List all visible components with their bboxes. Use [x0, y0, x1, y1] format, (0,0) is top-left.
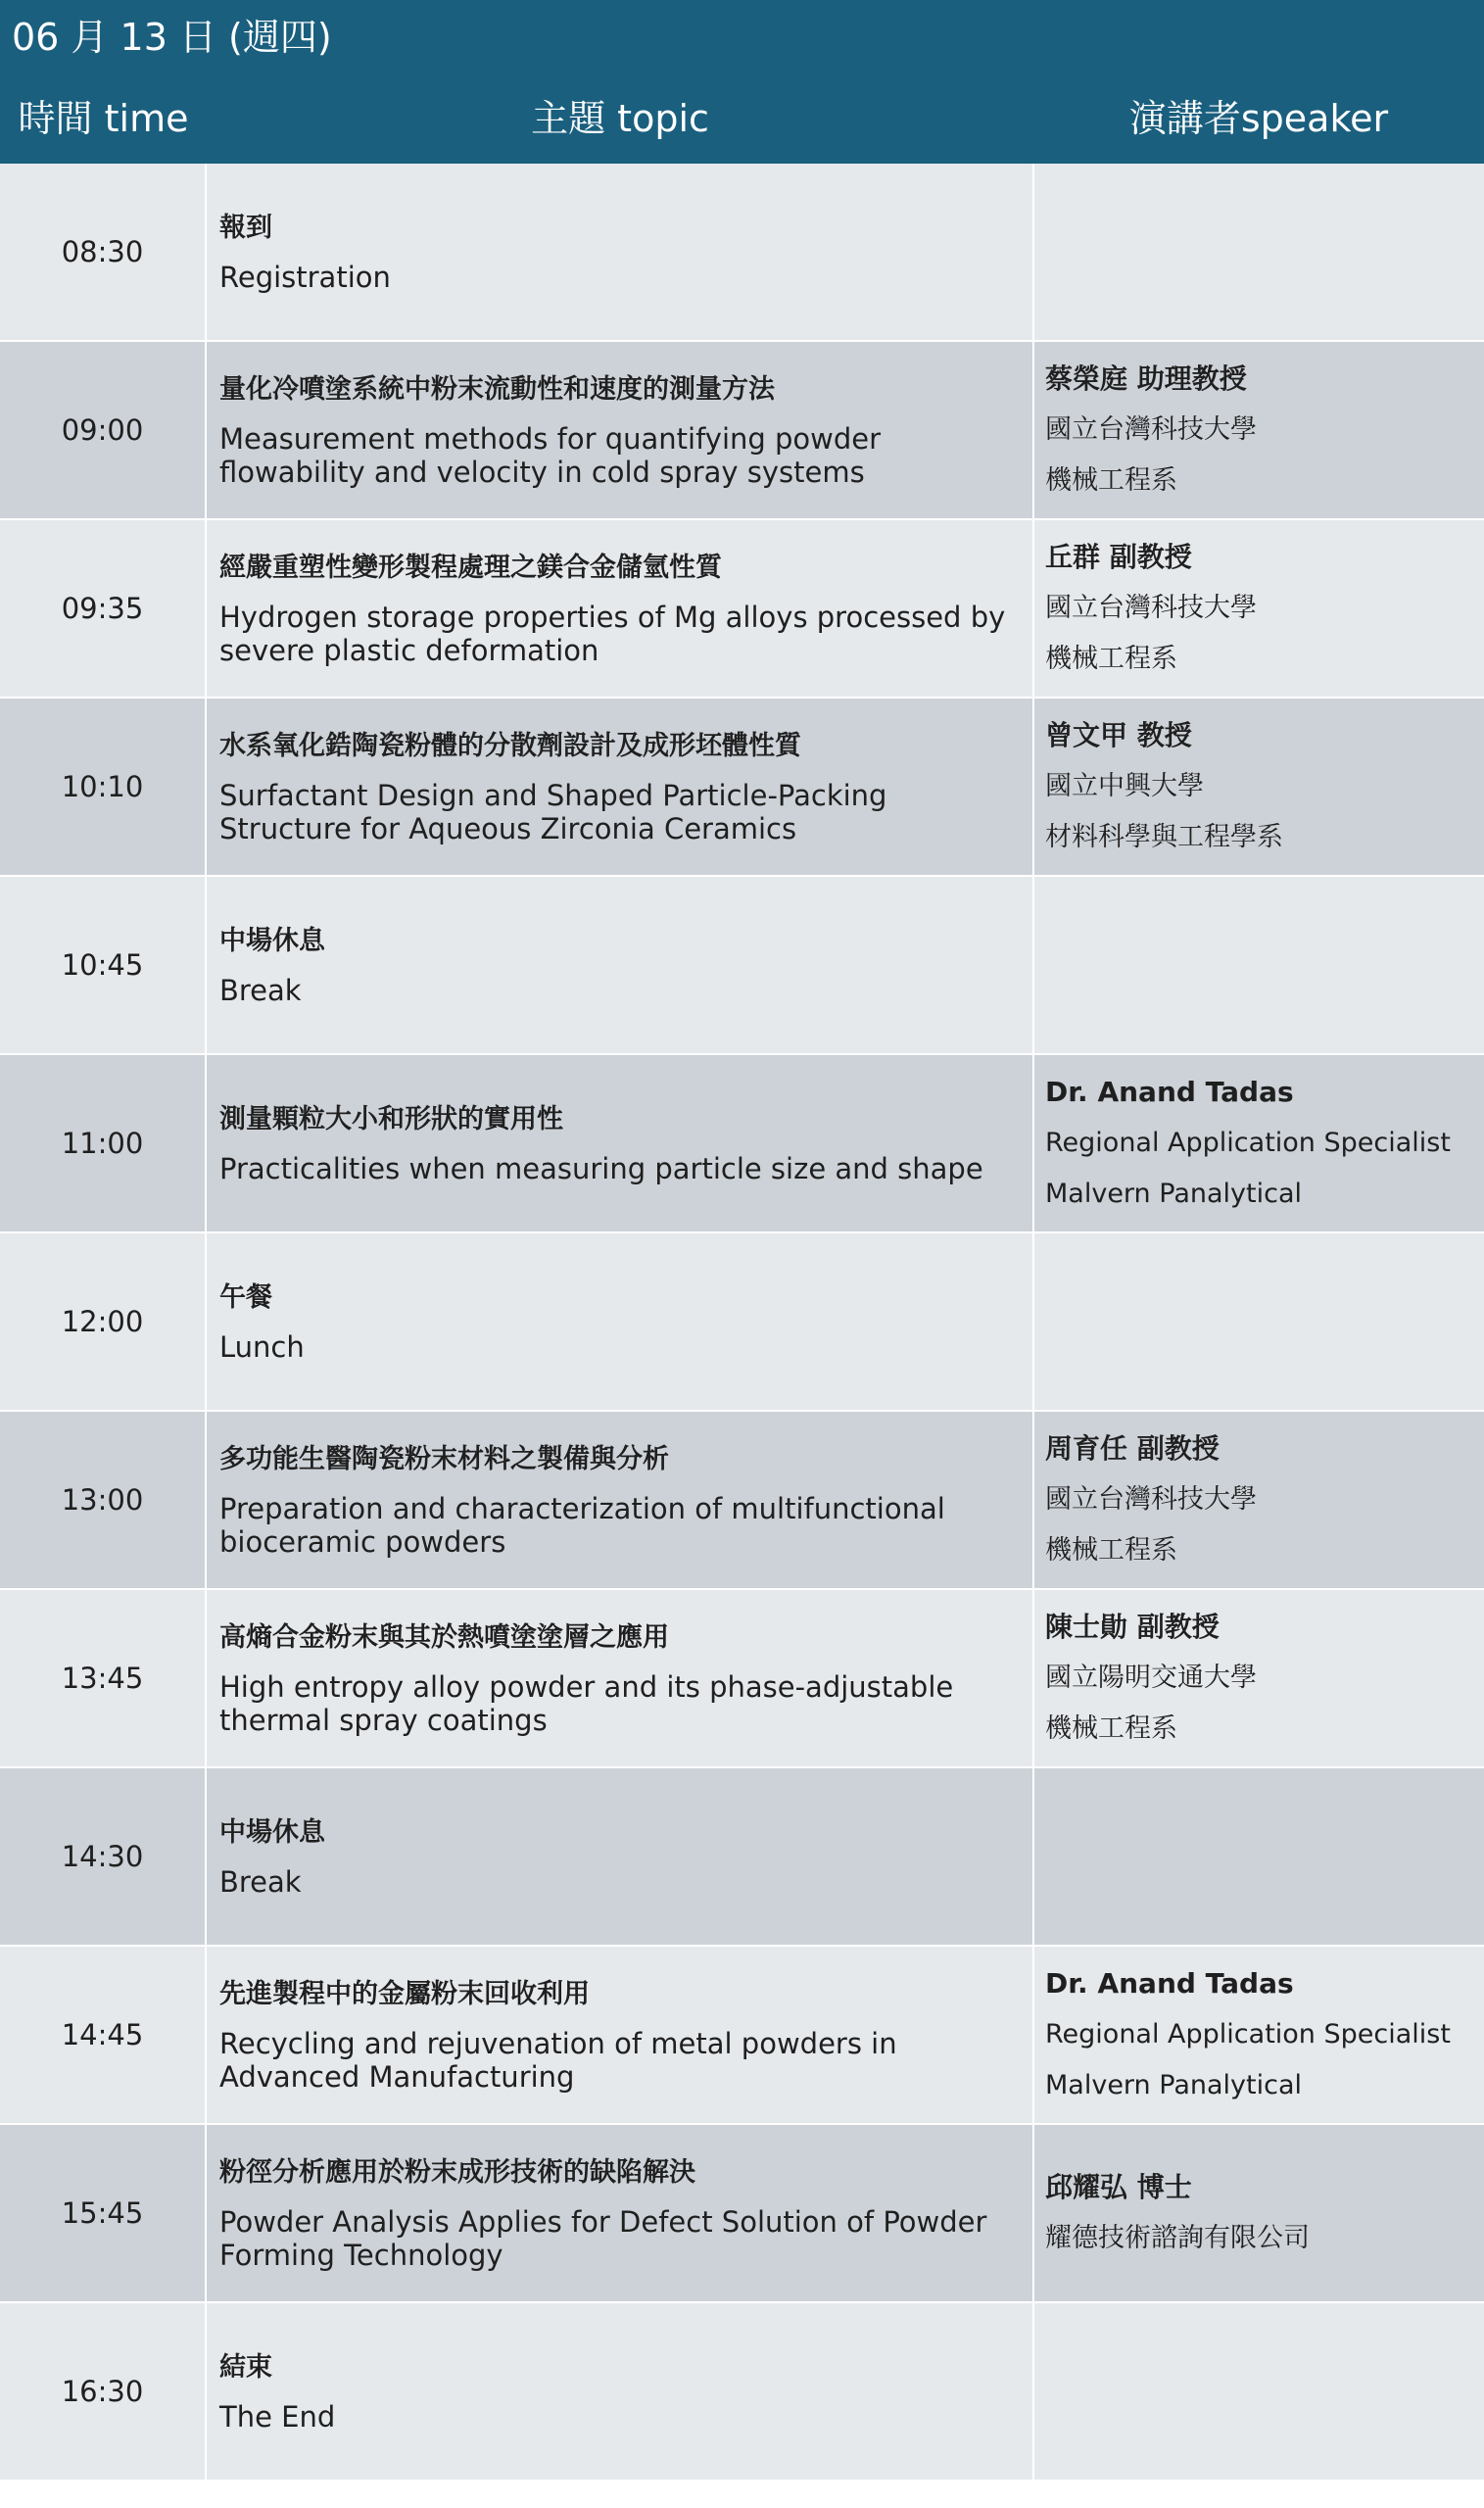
time-cell: 15:45: [0, 2125, 205, 2301]
table-row: [0, 1233, 1484, 1412]
time-cell: 11:00: [0, 1055, 205, 1231]
topic-cell: [207, 2303, 1032, 2480]
speaker-name: 邱耀弘 博士: [1045, 2171, 1192, 2203]
speaker-department: 機械工程系: [1045, 465, 1177, 496]
topic-cell: [207, 2125, 1032, 2301]
speaker-cell: [1034, 1233, 1484, 1410]
topic-cell: [207, 1947, 1032, 2123]
topic-zh: 先進製程中的金屬粉末回收利用: [219, 1979, 590, 2009]
topic-zh: 報到: [219, 213, 272, 243]
topic-en: Recycling and rejuvenation of metal powders in Advanced Manufacturing: [219, 2027, 897, 2094]
topic-zh: 午餐: [219, 1282, 272, 1313]
speaker-name: Dr. Anand Tadas: [1045, 1076, 1294, 1108]
topic-cell: [207, 1412, 1032, 1588]
time-cell: 09:00: [0, 342, 205, 518]
column-header-time: 時間 time: [18, 97, 189, 140]
column-headers: [0, 88, 1484, 149]
table-row: [0, 2125, 1484, 2303]
topic-en: Break: [219, 974, 302, 1007]
speaker-name: 周育任 副教授: [1045, 1432, 1220, 1465]
speaker-cell: [1034, 2125, 1484, 2301]
topic-zh: 水系氧化鋯陶瓷粉體的分散劑設計及成形坯體性質: [219, 731, 801, 761]
table-row: [0, 1590, 1484, 1768]
speaker-cell: [1034, 1412, 1484, 1588]
speaker-name: 陳士勛 副教授: [1045, 1611, 1220, 1643]
schedule-table-body: [0, 164, 1484, 2482]
speaker-affiliation: 國立台灣科技大學: [1045, 593, 1257, 623]
speaker-company: Malvern Panalytical: [1045, 2070, 1302, 2100]
speaker-affiliation: 國立台灣科技大學: [1045, 414, 1257, 445]
time-cell: 08:30: [0, 164, 205, 340]
topic-zh: 多功能生醫陶瓷粉末材料之製備與分析: [219, 1444, 669, 1474]
speaker-title: Regional Application Specialist: [1045, 2019, 1451, 2050]
speaker-department: 機械工程系: [1045, 1713, 1177, 1744]
topic-en: Registration: [219, 261, 391, 294]
table-row: [0, 1947, 1484, 2125]
speaker-cell: [1034, 520, 1484, 697]
time-cell: 13:45: [0, 1590, 205, 1766]
speaker-name: 曾文甲 教授: [1045, 719, 1192, 751]
table-row: [0, 877, 1484, 1055]
speaker-affiliation: 國立台灣科技大學: [1045, 1484, 1257, 1515]
speaker-title: Regional Application Specialist: [1045, 1128, 1451, 1158]
schedule-date: 06 月 13 日 (週四): [12, 16, 332, 59]
time-cell: 12:00: [0, 1233, 205, 1410]
time-cell: 10:45: [0, 877, 205, 1053]
speaker-cell: [1034, 1947, 1484, 2123]
table-row: [0, 1768, 1484, 1947]
column-header-speaker: 演講者speaker: [1128, 97, 1389, 140]
speaker-name: 丘群 副教授: [1045, 541, 1192, 573]
table-row: [0, 2303, 1484, 2482]
speaker-name: Dr. Anand Tadas: [1045, 1967, 1294, 2000]
topic-zh: 測量顆粒大小和形狀的實用性: [219, 1104, 563, 1134]
table-row: [0, 1412, 1484, 1590]
topic-zh: 經嚴重塑性變形製程處理之鎂合金儲氫性質: [219, 553, 722, 583]
speaker-affiliation: 國立中興大學: [1045, 771, 1204, 801]
time-cell: 14:30: [0, 1768, 205, 1945]
speaker-affiliation: 國立陽明交通大學: [1045, 1663, 1257, 1693]
speaker-cell: [1034, 2303, 1484, 2480]
topic-cell: [207, 164, 1032, 340]
speaker-department: 機械工程系: [1045, 1535, 1177, 1566]
topic-en: Break: [219, 1865, 302, 1899]
topic-cell: [207, 1233, 1032, 1410]
topic-cell: [207, 877, 1032, 1053]
topic-cell: [207, 342, 1032, 518]
schedule-header: [0, 0, 1484, 164]
time-cell: 13:00: [0, 1412, 205, 1588]
column-header-topic: 主題 topic: [531, 97, 709, 140]
speaker-cell: [1034, 342, 1484, 518]
topic-en: Surfactant Design and Shaped Particle-Packing Structure for Aqueous Zirconia Ceramics: [219, 779, 887, 845]
speaker-cell: [1034, 699, 1484, 875]
table-row: [0, 342, 1484, 520]
topic-zh: 粉徑分析應用於粉末成形技術的缺陷解決: [219, 2157, 695, 2188]
speaker-department: 材料科學與工程學系: [1045, 822, 1283, 852]
topic-zh: 高熵合金粉末與其於熱噴塗塗層之應用: [219, 1622, 669, 1653]
speaker-cell: [1034, 1590, 1484, 1766]
topic-zh: 結束: [219, 2352, 272, 2383]
topic-cell: [207, 1768, 1032, 1945]
topic-en: Hydrogen storage properties of Mg alloys processed by severe plastic deformation: [219, 601, 1006, 667]
topic-zh: 量化冷噴塗系統中粉末流動性和速度的測量方法: [219, 374, 775, 405]
topic-en: Preparation and characterization of multifunctional bioceramic powders: [219, 1492, 945, 1559]
topic-en: The End: [219, 2400, 336, 2434]
speaker-cell: [1034, 1055, 1484, 1231]
speaker-cell: [1034, 877, 1484, 1053]
topic-en: Measurement methods for quantifying powder flowability and velocity in cold spray systems: [219, 422, 882, 489]
table-row: [0, 1055, 1484, 1233]
speaker-name: 蔡榮庭 助理教授: [1045, 362, 1247, 395]
speaker-cell: [1034, 164, 1484, 340]
speaker-company: Malvern Panalytical: [1045, 1179, 1302, 1209]
speaker-affiliation: 耀德技術諮詢有限公司: [1045, 2223, 1310, 2253]
table-row: [0, 164, 1484, 342]
time-cell: 14:45: [0, 1947, 205, 2123]
time-cell: 09:35: [0, 520, 205, 697]
topic-cell: [207, 520, 1032, 697]
time-cell: 16:30: [0, 2303, 205, 2480]
table-row: [0, 520, 1484, 699]
topic-en: Lunch: [219, 1330, 305, 1364]
topic-cell: [207, 1055, 1032, 1231]
speaker-cell: [1034, 1768, 1484, 1945]
topic-en: Practicalities when measuring particle size and shape: [219, 1152, 983, 1185]
table-row: [0, 699, 1484, 877]
time-cell: 10:10: [0, 699, 205, 875]
speaker-department: 機械工程系: [1045, 644, 1177, 674]
topic-zh: 中場休息: [219, 926, 325, 956]
topic-cell: [207, 1590, 1032, 1766]
topic-cell: [207, 699, 1032, 875]
topic-en: High entropy alloy powder and its phase-adjustable thermal spray coatings: [219, 1670, 954, 1737]
topic-en: Powder Analysis Applies for Defect Solution of Powder Forming Technology: [219, 2205, 987, 2272]
topic-zh: 中場休息: [219, 1817, 325, 1848]
